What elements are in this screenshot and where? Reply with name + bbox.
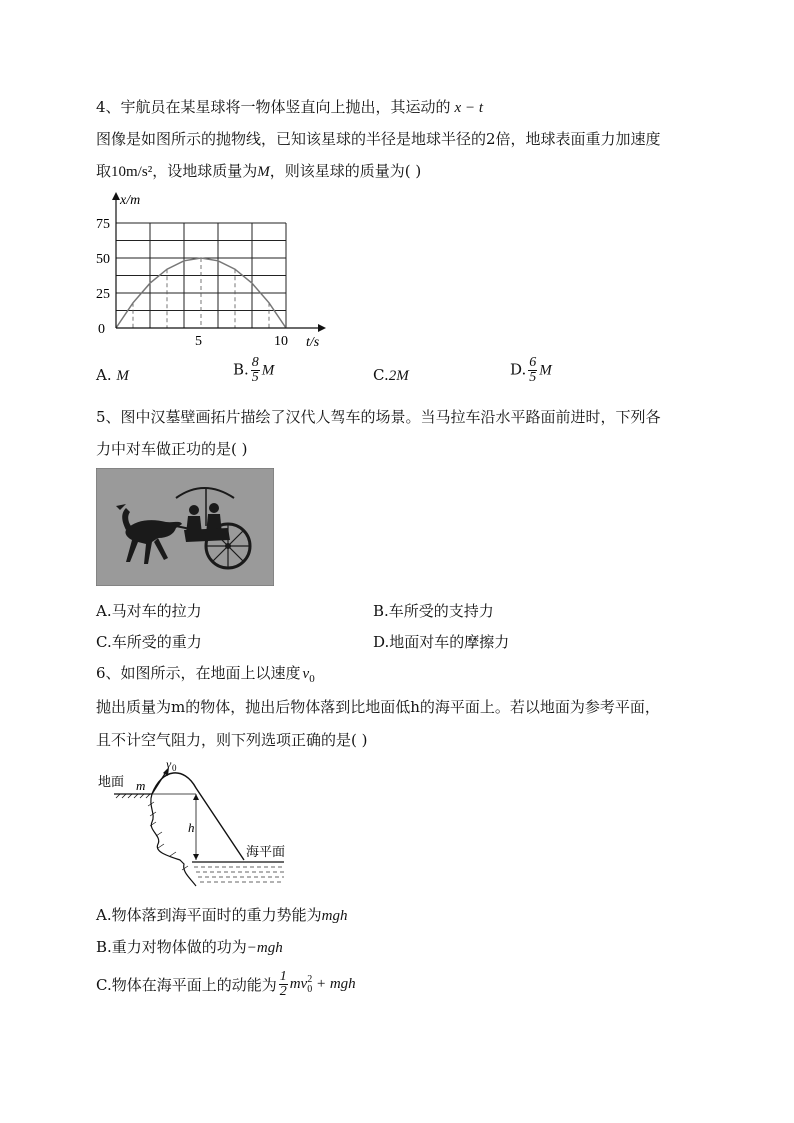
height-label: h	[188, 820, 195, 835]
q4-line3: 取10m/s²，设地球质量为M，则该星球的质量为( )	[96, 162, 422, 180]
projectile-cliff-figure	[96, 756, 296, 891]
y-tick-75: 75	[96, 217, 110, 232]
q4-xt-math: x − t	[454, 100, 483, 116]
q5-option-a[interactable]: A.马对车的拉力	[96, 602, 202, 620]
x-axis-label: t/s	[306, 335, 320, 350]
q6-line1: 6、如图所示，在地面上以速度 $v_0$	[96, 664, 315, 685]
q5-line2: 力中对车做正功的是( )	[96, 440, 248, 458]
y-tick-50: 50	[96, 252, 110, 267]
y-axis-arrow	[112, 192, 120, 200]
mass-label: m	[136, 778, 146, 793]
q4-b-fraction: $\frac{8}{5}$	[251, 355, 259, 385]
x-axis-arrow	[318, 324, 326, 332]
q4-line1: 4、宇航员在某星球将一物体竖直向上抛出，其运动的 x − t	[96, 98, 483, 116]
han-mural-rubbing	[96, 468, 274, 586]
ground-label: 地面	[98, 774, 125, 789]
q4-option-d[interactable]: D. $\frac{6}{5}$ M	[510, 355, 552, 385]
q4-option-c[interactable]: C.2M	[373, 366, 409, 384]
x-tick-10: 10	[274, 334, 288, 349]
xt-graph	[96, 190, 336, 350]
q4-option-a[interactable]: A. M	[96, 366, 129, 384]
q4-d-fraction: $\frac{6}{5}$	[529, 355, 537, 385]
y-axis-label: x/m	[120, 193, 141, 208]
x-tick-5: 5	[195, 334, 202, 349]
q4-line2: 图像是如图所示的抛物线，已知该星球的半径是地球半径的2倍，地球表面重力加速度	[96, 130, 661, 148]
q6-c-fraction: $\frac{1}{2}$	[279, 969, 287, 999]
q5-option-b[interactable]: B.车所受的支持力	[373, 602, 494, 620]
q6-line2: 抛出质量为m的物体，抛出后物体落到比地面低h的海平面上。若以地面为参考平面，	[96, 698, 660, 716]
q5-line1: 5、图中汉墓壁画拓片描绘了汉代人驾车的场景。当马拉车沿水平路面前进时，下列各	[96, 408, 661, 426]
q6-option-a[interactable]: A.物体落到海平面时的重力势能为mgh	[96, 906, 348, 924]
q5-option-d[interactable]: D.地面对车的摩擦力	[373, 633, 510, 651]
sea-label: 海平面	[246, 844, 286, 859]
q6-option-b[interactable]: B.重力对物体做的功为−mgh	[96, 938, 283, 956]
y-tick-0: 0	[98, 322, 105, 337]
q4-option-b[interactable]: B. $\frac{8}{5}$ M	[233, 355, 275, 385]
q5-option-c[interactable]: C.车所受的重力	[96, 633, 202, 651]
velocity-label: v	[166, 757, 172, 771]
q6-option-c[interactable]: C.物体在海平面上的动能为 $\frac{1}{2}$ mv 2 0 + mgh	[96, 969, 356, 999]
q6-line3: 且不计空气阻力，则下列选项正确的是( )	[96, 731, 368, 749]
y-tick-25: 25	[96, 287, 110, 302]
velocity-sub: 0	[172, 763, 177, 773]
